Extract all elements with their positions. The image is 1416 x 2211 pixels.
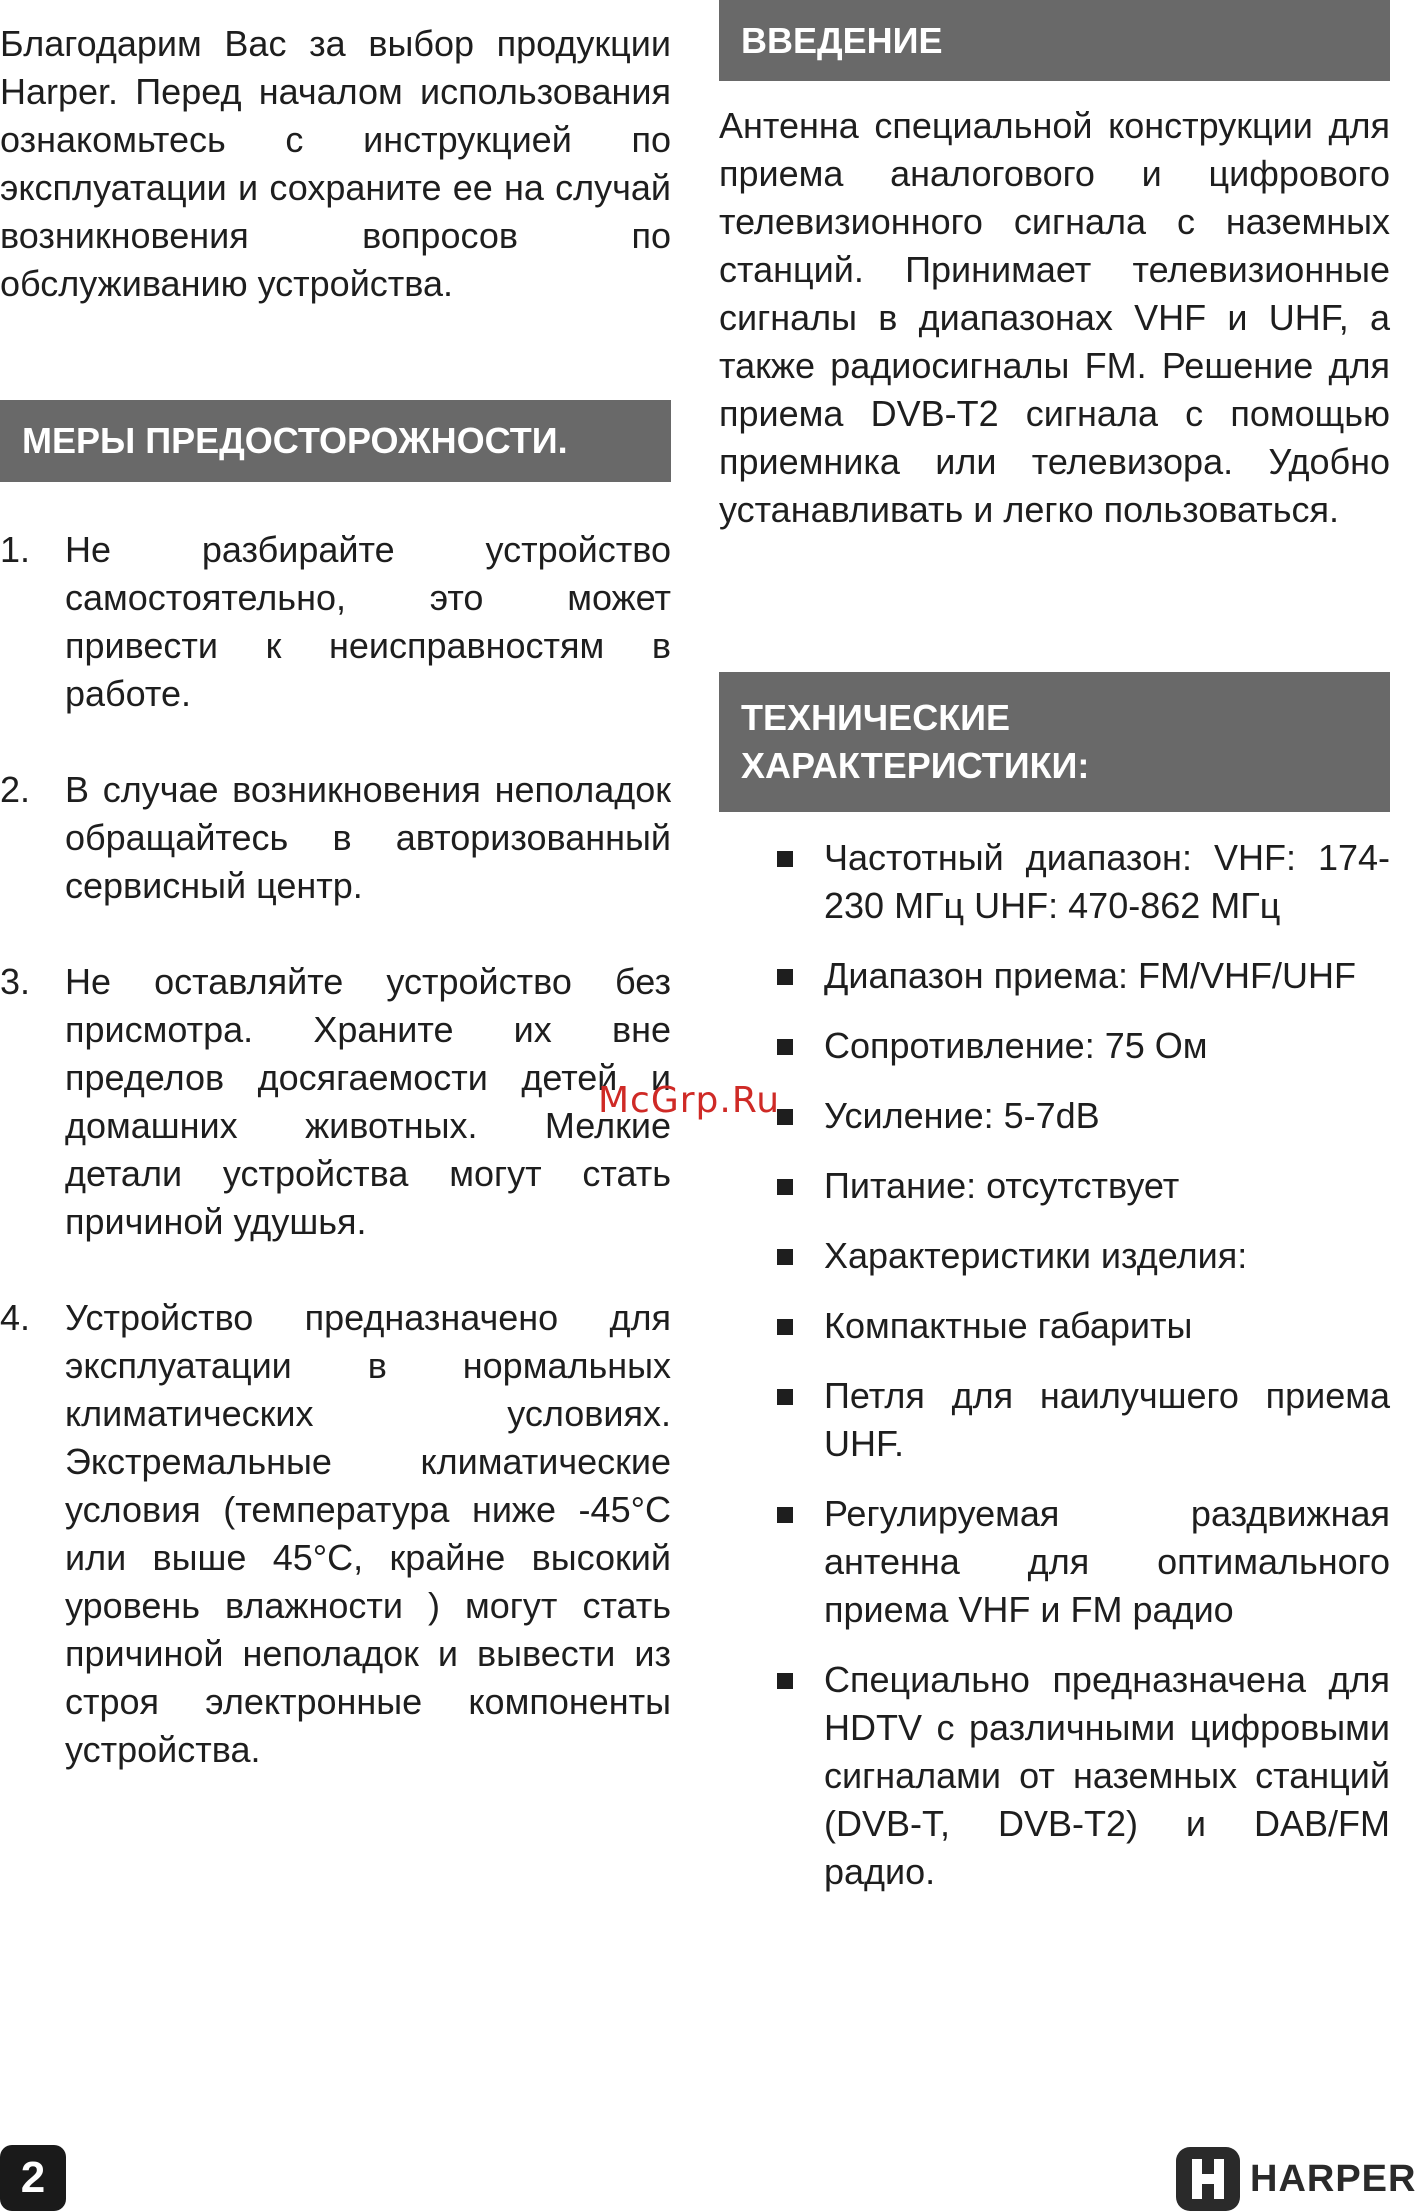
brand-logo xyxy=(1176,2147,1416,2211)
list-item xyxy=(719,1656,1390,1896)
item-text: В случае возникновения неполадок обращайтесь в авторизованный сервисный центр. xyxy=(65,769,671,906)
introduction-body: Антенна специальной конструкции для приема аналогового и цифрового телевизионного сигнала с наземных станций. Принимает телевизионные сигналы в диапазонах VHF и UHF, а также радиосигналы FM. Решение для приема DVB-T2 сигнала с помощью приемника или телевизора. Удобно устанавливать и легко пользоваться. xyxy=(719,105,1390,530)
square-bullet-icon xyxy=(777,1507,793,1523)
list-item xyxy=(0,1294,671,1774)
item-text: Усиление: 5-7dB xyxy=(824,1095,1100,1136)
item-text: Петля для наилучшего приема UHF. xyxy=(824,1375,1390,1464)
list-item xyxy=(0,766,671,910)
square-bullet-icon xyxy=(777,969,793,985)
item-text: Не разбирайте устройство самостоятельно, это может привести к неисправностям в работе. xyxy=(65,529,671,714)
brand-name: HARPER xyxy=(1250,2157,1416,2200)
square-bullet-icon xyxy=(777,1039,793,1055)
watermark: McGrp.Ru xyxy=(598,1080,781,1121)
list-item xyxy=(719,1490,1390,1634)
item-text: Не оставляйте устройство без присмотра. Храните их вне пределов досягаемости детей и домашних животных. Мелкие детали устройства могут стать причиной удушья. xyxy=(65,961,671,1242)
introduction-heading-text: ВВЕДЕНИЕ xyxy=(741,19,943,61)
cautions-heading-text: МЕРЫ ПРЕДОСТОРОЖНОСТИ. xyxy=(22,420,568,461)
intro-paragraph: Благодарим Вас за выбор продукции Harper. Перед началом использования ознакомьтесь с инструкцией по эксплуатации и сохраните ее на случай возникновения вопросов по обслуживанию устройства. xyxy=(0,23,671,304)
cautions-heading xyxy=(0,400,671,482)
item-text: Устройство предназначено для эксплуатации в нормальных климатических условиях. Экстремальные климатические условия (температура ниже -45°С или выше 45°С, крайне высокий уровень влажности ) могут стать причиной неполадок и вывести из строя электронные компоненты устройства. xyxy=(65,1297,671,1770)
item-text: Специально предназначена для HDTV с различными цифровыми сигналами от наземных станций (DVB-T, DVB-T2) и DAB/FM радио. xyxy=(824,1659,1390,1892)
page-number-badge xyxy=(0,2145,66,2211)
item-text: Питание: отсутствует xyxy=(824,1165,1180,1206)
list-item xyxy=(0,958,671,1246)
item-text: Частотный диапазон: VHF: 174-230 МГц UHF: 470-862 МГц xyxy=(824,837,1390,926)
list-item xyxy=(719,1092,1390,1140)
introduction-heading xyxy=(719,0,1390,81)
list-item xyxy=(719,952,1390,1000)
item-text: Сопротивление: 75 Ом xyxy=(824,1025,1208,1066)
cautions-list xyxy=(0,526,671,1822)
item-text: Характеристики изделия: xyxy=(824,1235,1248,1276)
square-bullet-icon xyxy=(777,851,793,867)
square-bullet-icon xyxy=(777,1179,793,1195)
page-number: 2 xyxy=(20,2153,46,2202)
specs-heading xyxy=(719,672,1390,812)
item-number: 2. xyxy=(0,769,31,810)
item-number: 3. xyxy=(0,961,31,1002)
item-text: Регулируемая раздвижная антенна для оптимального приема VHF и FM радио xyxy=(824,1493,1390,1630)
item-text: Компактные габариты xyxy=(824,1305,1193,1346)
item-number: 4. xyxy=(0,1297,31,1338)
harper-logo-icon xyxy=(1176,2147,1240,2211)
list-item xyxy=(719,1302,1390,1350)
specs-heading-text: ТЕХНИЧЕСКИЕ ХАРАКТЕРИСТИКИ: xyxy=(741,697,1090,786)
square-bullet-icon xyxy=(777,1673,793,1689)
specs-list xyxy=(719,834,1390,1918)
list-item xyxy=(719,1022,1390,1070)
item-number: 1. xyxy=(0,529,31,570)
list-item xyxy=(719,1232,1390,1280)
list-item xyxy=(719,1372,1390,1468)
square-bullet-icon xyxy=(777,1319,793,1335)
list-item xyxy=(719,834,1390,930)
list-item xyxy=(0,526,671,718)
list-item xyxy=(719,1162,1390,1210)
item-text: Диапазон приема: FM/VHF/UHF xyxy=(824,955,1357,996)
square-bullet-icon xyxy=(777,1389,793,1405)
square-bullet-icon xyxy=(777,1249,793,1265)
